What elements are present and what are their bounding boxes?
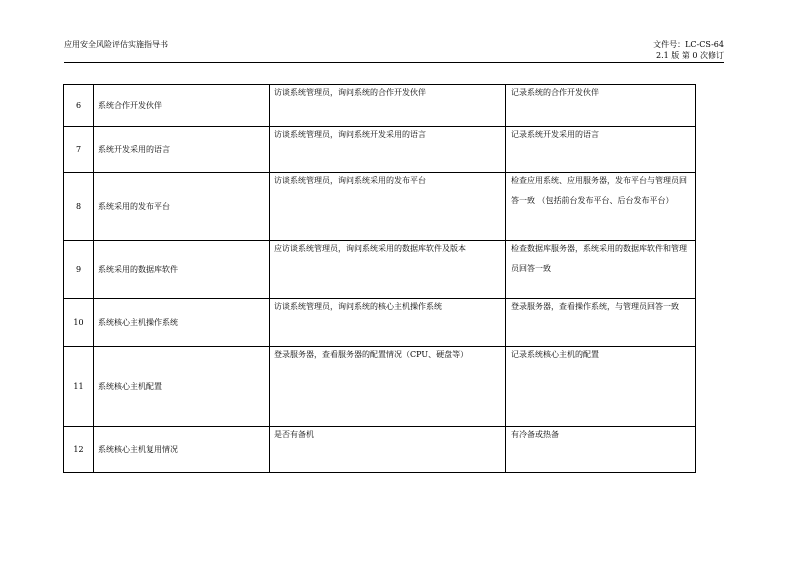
row-method-text: 应访谈系统管理员，询问系统采用的数据库软件及版本 bbox=[274, 244, 466, 253]
row-result-text: 检查数据库服务器，系统采用的数据库软件和管理员回答一致 bbox=[511, 244, 687, 273]
version-info: 2.1 版 第 0 次修订 bbox=[656, 51, 724, 60]
row-number: 9 bbox=[64, 241, 94, 299]
table-row bbox=[64, 427, 696, 473]
document-meta bbox=[653, 40, 724, 62]
row-result bbox=[506, 173, 696, 241]
table-row bbox=[64, 173, 696, 241]
row-method-text: 是否有备机 bbox=[274, 430, 314, 439]
table-row bbox=[64, 347, 696, 427]
row-method bbox=[270, 85, 506, 127]
row-item: 系统开发采用的语言 bbox=[94, 127, 270, 173]
row-result bbox=[506, 127, 696, 173]
table-row bbox=[64, 299, 696, 347]
row-item: 系统核心主机配置 bbox=[94, 347, 270, 427]
row-method bbox=[270, 241, 506, 299]
row-number: 8 bbox=[64, 173, 94, 241]
row-result-text: 有冷备或热备 bbox=[511, 430, 559, 439]
row-number: 12 bbox=[64, 427, 94, 473]
row-item: 系统核心主机操作系统 bbox=[94, 299, 270, 347]
row-method-text: 登录服务器，查看服务器的配置情况（CPU、硬盘等） bbox=[274, 350, 469, 359]
row-method bbox=[270, 127, 506, 173]
row-method-text: 访谈系统管理员，询问系统开发采用的语言 bbox=[274, 130, 426, 139]
row-result-text: 检查应用系统、应用服务器，发布平台与管理员回答一致 （包括前台发布平台、后台发布平台） bbox=[511, 176, 687, 205]
row-result bbox=[506, 241, 696, 299]
row-method-text: 访谈系统管理员，询问系统的核心主机操作系统 bbox=[274, 302, 442, 311]
row-item: 系统核心主机复用情况 bbox=[94, 427, 270, 473]
assessment-table bbox=[63, 84, 696, 473]
row-result-text: 登录服务器，查看操作系统，与管理员回答一致 bbox=[511, 302, 679, 311]
row-method bbox=[270, 299, 506, 347]
document-title: 应用安全风险评估实施指导书 bbox=[64, 40, 168, 49]
row-number: 7 bbox=[64, 127, 94, 173]
row-item: 系统采用的发布平台 bbox=[94, 173, 270, 241]
row-method-text: 访谈系统管理员，询问系统的合作开发伙伴 bbox=[274, 88, 426, 97]
row-result bbox=[506, 347, 696, 427]
row-method bbox=[270, 347, 506, 427]
row-result-text: 记录系统核心主机的配置 bbox=[511, 350, 599, 359]
file-number: 文件号：LC-CS-64 bbox=[653, 40, 724, 49]
table-row bbox=[64, 127, 696, 173]
row-number: 11 bbox=[64, 347, 94, 427]
table-row bbox=[64, 85, 696, 127]
row-item: 系统合作开发伙伴 bbox=[94, 85, 270, 127]
row-result-text: 记录系统的合作开发伙伴 bbox=[511, 88, 599, 97]
row-result bbox=[506, 427, 696, 473]
row-result bbox=[506, 85, 696, 127]
table-row bbox=[64, 241, 696, 299]
row-method bbox=[270, 173, 506, 241]
row-item: 系统采用的数据库软件 bbox=[94, 241, 270, 299]
row-number: 10 bbox=[64, 299, 94, 347]
row-result-text: 记录系统开发采用的语言 bbox=[511, 130, 599, 139]
row-result bbox=[506, 299, 696, 347]
row-number: 6 bbox=[64, 85, 94, 127]
row-method-text: 访谈系统管理员，询问系统采用的发布平台 bbox=[274, 176, 426, 185]
header-divider bbox=[64, 62, 724, 63]
row-method bbox=[270, 427, 506, 473]
